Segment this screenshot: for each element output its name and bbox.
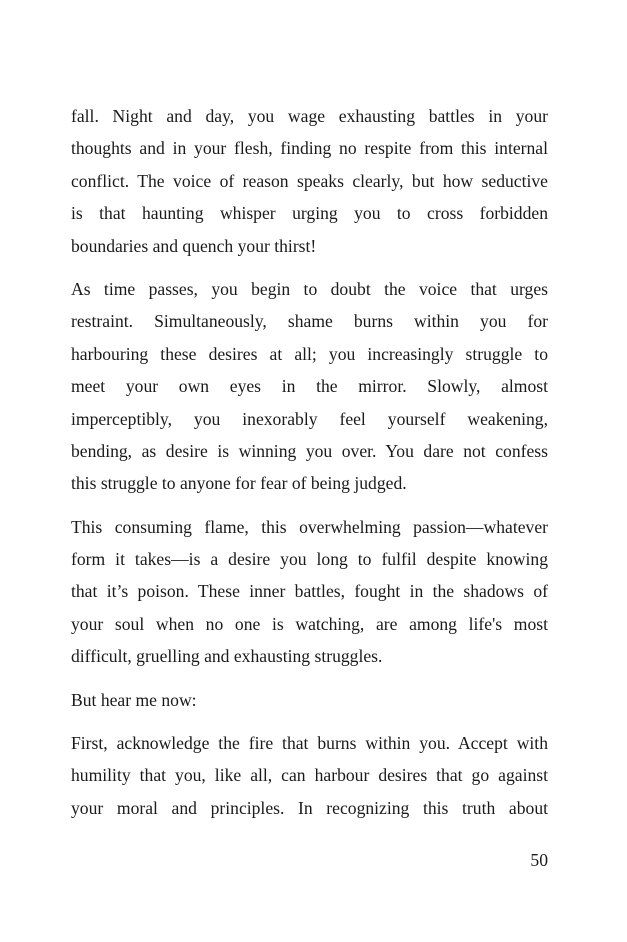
page-body [71, 100, 548, 835]
text-line: First, acknowledge the fire that burns within you. Accept with [71, 733, 548, 754]
text-line: fall. Night and day, you wage exhausting battles in your [71, 106, 548, 126]
paragraph-5 [71, 727, 548, 824]
text-line: difficult, gruelling and exhausting struggles. [71, 646, 383, 667]
text-line: your soul when no one is watching, are among life's most [71, 613, 548, 634]
text-line: This consuming flame, this overwhelming passion—whatever [71, 516, 548, 537]
text-line: harbouring these desires at all; you increasingly struggle to [71, 343, 548, 364]
text-line: humility that you, like all, can harbour desires that go against [71, 765, 548, 786]
paragraph-2 [71, 273, 548, 500]
text-line: that it’s poison. These inner battles, fought in the shadows of [71, 581, 548, 602]
page-number: 50 [530, 850, 548, 870]
paragraph-4 [71, 684, 548, 716]
text-line: is that haunting whisper urging you to cross forbidden [71, 203, 548, 224]
paragraph-1 [71, 100, 548, 262]
text-line: But hear me now: [71, 689, 197, 710]
text-line: conflict. The voice of reason speaks clearly, but how seductive [71, 170, 548, 191]
text-line: this struggle to anyone for fear of being judged. [71, 473, 407, 494]
text-line: restraint. Simultaneously, shame burns within you for [71, 311, 548, 332]
text-line: boundaries and quench your thirst! [71, 235, 317, 256]
paragraph-3 [71, 511, 548, 673]
text-line: meet your own eyes in the mirror. Slowly, almost [71, 376, 548, 397]
text-line: As time passes, you begin to doubt the voice that urges [71, 278, 548, 299]
text-line: form it takes—is a desire you long to fulfil despite knowing [71, 549, 548, 570]
text-line: imperceptibly, you inexorably feel yourself weakening, [71, 408, 548, 429]
text-line: bending, as desire is winning you over. You dare not confess [71, 440, 548, 461]
text-line: your moral and principles. In recognizing this truth about [71, 797, 548, 818]
text-line: thoughts and in your flesh, finding no respite from this internal [71, 138, 548, 159]
